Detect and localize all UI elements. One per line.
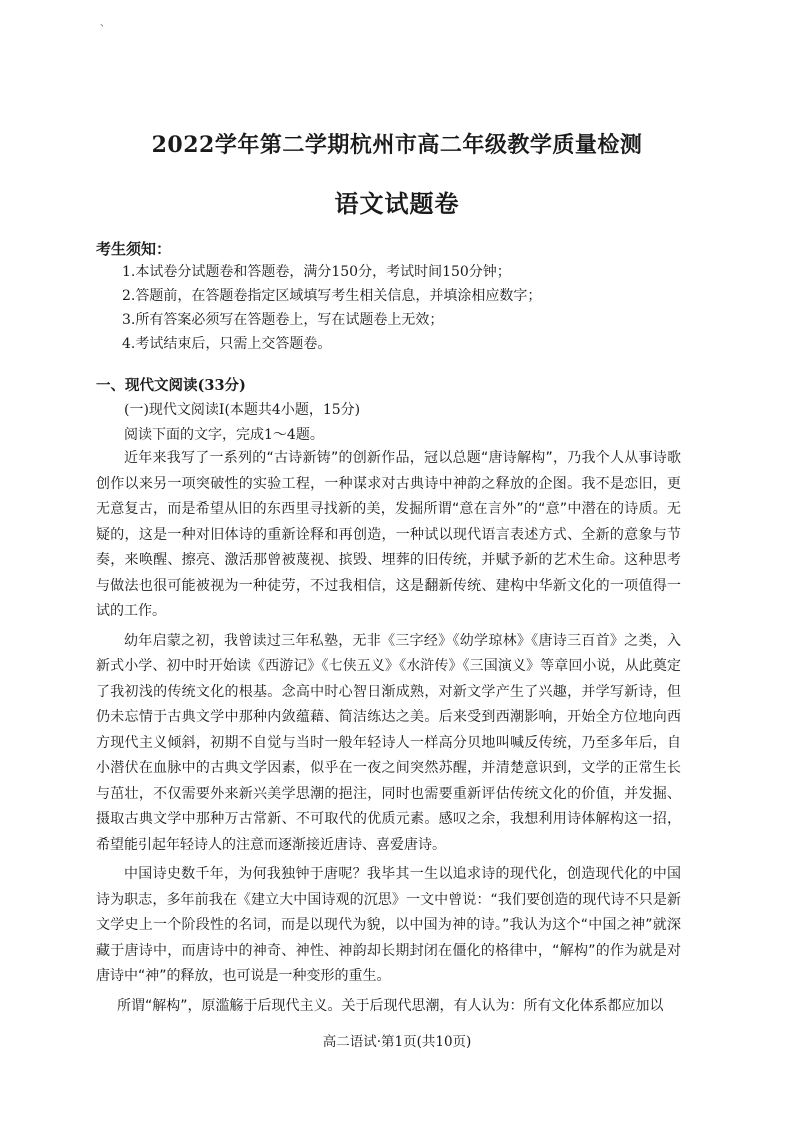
- notice-list: [122, 260, 541, 356]
- passage-paragraph: 近年来我写了一系列的“古诗新铸”的创新作品，冠以总题“唐诗解构”，乃我个人从事诗歌创作以来另一项突破性的实验工程，一种谋求对古典诗中神韵之释放的企图。我不是恋旧，更无意复古，而是希望从旧的东西里寻找新的美，发掘所谓“意在言外”的“意”中潜在的诗质。无疑的，这是一种对旧体诗的重新诠释和再创造，一种试以现代语言表述方式、全新的意象与节奏，来唤醒、擦亮、激活那曾被蔑视、摈毁、埋葬的旧传统，并赋予新的艺术生命。这种思考与做法也很可能被视为一种徒劳，不过我相信，这是翻新传统、建构中华新文化的一项值得一试的工作。: [96, 450, 681, 619]
- notice-heading: 考生须知：: [96, 240, 172, 258]
- reading-passage: [96, 446, 681, 1023]
- exam-title: 2022学年第二学期杭州市高二年级教学质量检测: [151, 132, 643, 158]
- exam-subtitle: 语文试题卷: [334, 189, 460, 218]
- section-subheading: (一)现代文阅读Ⅰ(本题共4小题，15分): [124, 402, 361, 418]
- passage-paragraph: 幼年启蒙之初，我曾读过三年私塾，无非《三字经》《幼学琼林》《唐诗三百首》之类，入新式小学、初中时开始读《西游记》《七侠五义》《水浒传》《三国演义》等章回小说，从此奠定了我初浅的传统文化的根基。念高中时心智日渐成熟，对新文学产生了兴趣，并学写新诗，但仍未忘情于古典文学中那种内敛蕴藉、简洁练达之美。后来受到西潮影响，开始全方位地向西方现代主义倾斜，初期不自觉与当时一般年轻诗人一样高分贝地叫喊反传统，乃至多年后，自小潜伏在血脉中的古典文学因素，似乎在一夜之间突然苏醒，并清楚意识到，文学的正常生长与茁壮，不仅需要外来新兴美学思潮的挹注，同时也需要重新评估传统文化的价值，并发掘、摄取古典文学中那种万古常新、不可取代的优质元素。感叹之余，我想利用诗体解构这一招，希望能引起年轻诗人的注意而逐渐接近唐诗、喜爱唐诗。: [96, 632, 681, 853]
- reading-instruction: 阅读下面的文字，完成1～4题。: [124, 427, 324, 443]
- notice-item: 3.所有答案必须写在答题卷上，写在试题卷上无效；: [122, 312, 444, 328]
- passage-paragraph: 所谓“解构”，原滥觞于后现代主义。关于后现代思潮，有人认为：所有文化体系都应加以: [117, 997, 664, 1014]
- page-footer: 高二语试·第1页(共10页): [322, 1034, 472, 1050]
- section-heading: 一、现代文阅读(33分): [96, 377, 246, 394]
- notice-item: 4.考试结束后，只需上交答题卷。: [122, 336, 332, 352]
- notice-item: 1.本试卷分试题卷和答题卷，满分150分，考试时间150分钟；: [122, 264, 511, 280]
- scan-mark: 、: [100, 18, 110, 29]
- notice-item: 2.答题前，在答题卷指定区域填写考生相关信息，并填涂相应数字；: [122, 288, 542, 304]
- passage-paragraph: 中国诗史数千年，为何我独钟于唐呢？我毕其一生以追求诗的现代化，创造现代化的中国诗为职志，多年前我在《建立大中国诗观的沉思》一文中曾说：“我们要创造的现代诗不只是新文学史上一个阶段性的名词，而是以现代为貌，以中国为神的诗。”我认为这个“中国之神”就深藏于唐诗中，而唐诗中的神奇、神性、神韵却长期封闭在僵化的格律中，“解构”的作为就是对唐诗中“神”的释放，也可说是一种变形的重生。: [96, 866, 681, 984]
